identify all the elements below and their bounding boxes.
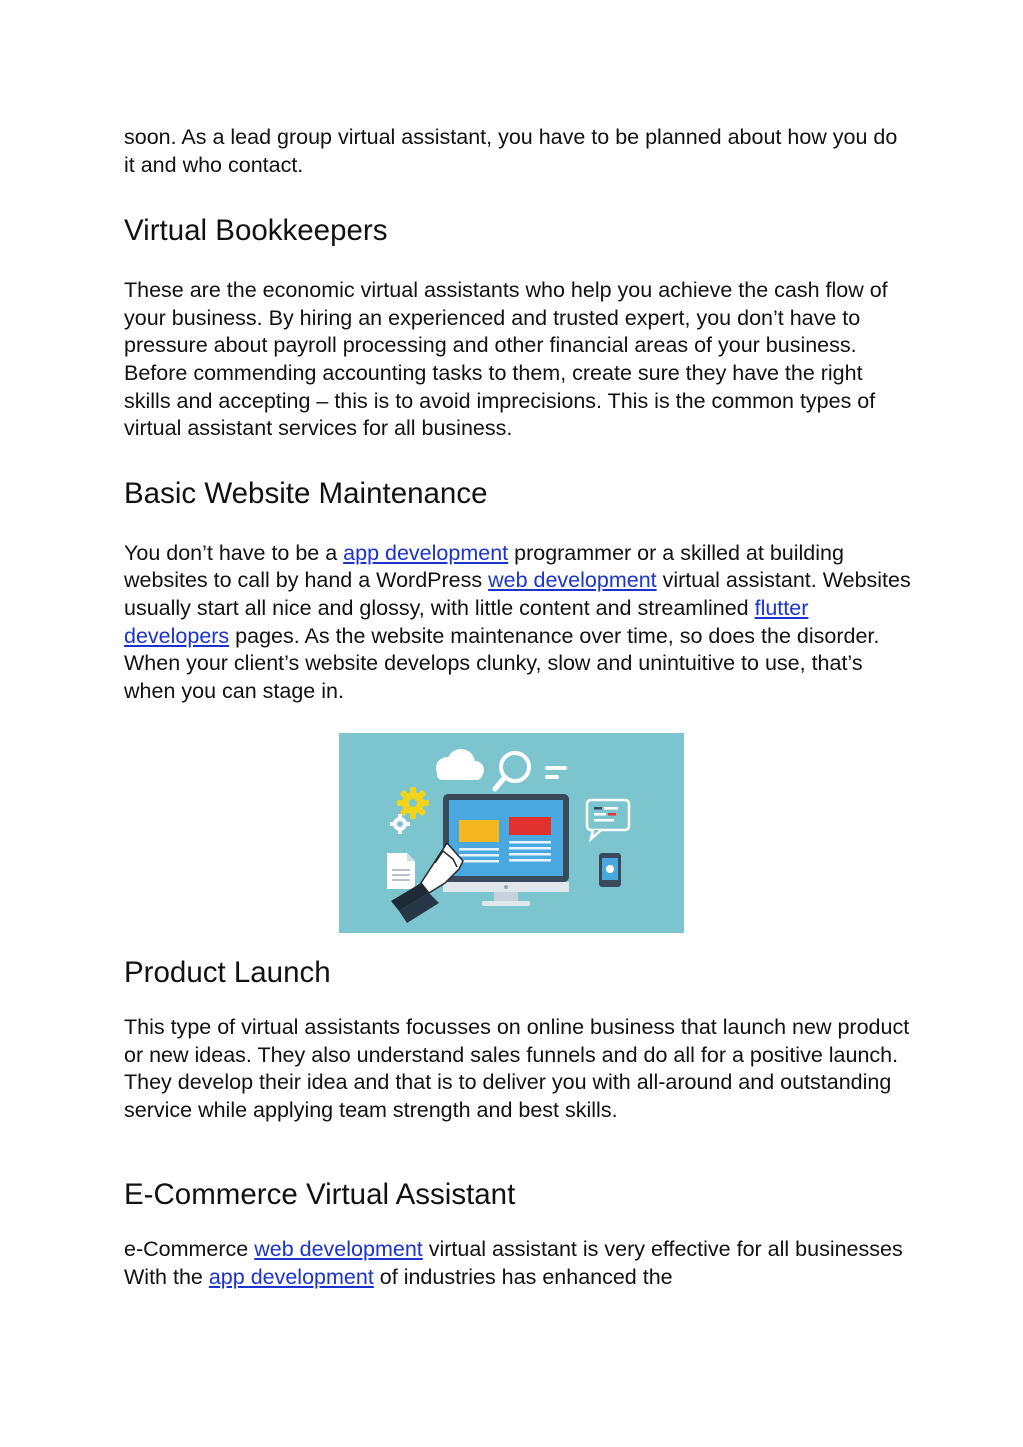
website-text-2: programmer or a skilled at building websites to call by hand a WordPress <box>124 540 844 593</box>
gear-icon <box>397 787 429 819</box>
heading-basic-website-maintenance: Basic Website Maintenance <box>124 476 488 510</box>
bookkeepers-paragraph: These are the economic virtual assistants who help you achieve the cash flow of your business. By hiring an experienced and trusted expert, you don’t have to pressure about payroll processing and other financial areas of your business. Before commending accounting tasks to them, create sure they have the right skills and accepting – this is to avoid imprecisions. This is the common types of virtual assistant services for all business. <box>124 278 888 441</box>
web-development-link[interactable]: web development <box>488 568 657 593</box>
monitor-icon <box>443 794 569 906</box>
website-maintenance-illustration <box>339 733 684 933</box>
website-text-1: You don’t have to be a <box>124 540 344 565</box>
website-paragraph <box>124 540 914 706</box>
ecommerce-text-1: e-Commerce <box>124 1237 255 1261</box>
launch-paragraph: This type of virtual assistants focusses on online business that launch new product or new ideas. They also understand sales funnels and do all for a positive launch. They develop their idea and that is to deliver you with all-around and outstanding service while applying team strength and best skills. <box>124 1015 910 1122</box>
phone-icon <box>599 853 621 887</box>
web-development-link-2[interactable]: web development <box>254 1237 423 1261</box>
ecommerce-text-3: of industries has enhanced the <box>373 1264 673 1289</box>
app-development-link[interactable]: app development <box>343 540 509 565</box>
ecommerce-paragraph <box>124 1236 914 1291</box>
heading-virtual-bookkeepers: Virtual Bookkeepers <box>124 214 388 248</box>
document-icon <box>387 853 415 889</box>
heading-product-launch: Product Launch <box>124 956 331 989</box>
document-page <box>124 124 914 1289</box>
flutter-developers-link[interactable]: flutter developers <box>124 595 809 648</box>
intro-paragraph: soon. As a lead group virtual assistant, you have to be planned about how you do it and who contact. <box>124 125 898 177</box>
ecommerce-text-2: virtual assistant is very effective for all businesses With the <box>124 1237 903 1289</box>
website-text-3: virtual assistant. Websites usually start all nice and glossy, with little content and streamlined <box>124 568 911 620</box>
website-text-4: pages. As the website maintenance over time, so does the disorder. When your client’s website develops clunky, slow and unintuitive to use, that’s when you can stage in. <box>124 623 880 703</box>
app-development-link-2[interactable]: app development <box>208 1264 374 1289</box>
heading-ecommerce-virtual-assistant: E-Commerce Virtual Assistant <box>124 1178 516 1211</box>
